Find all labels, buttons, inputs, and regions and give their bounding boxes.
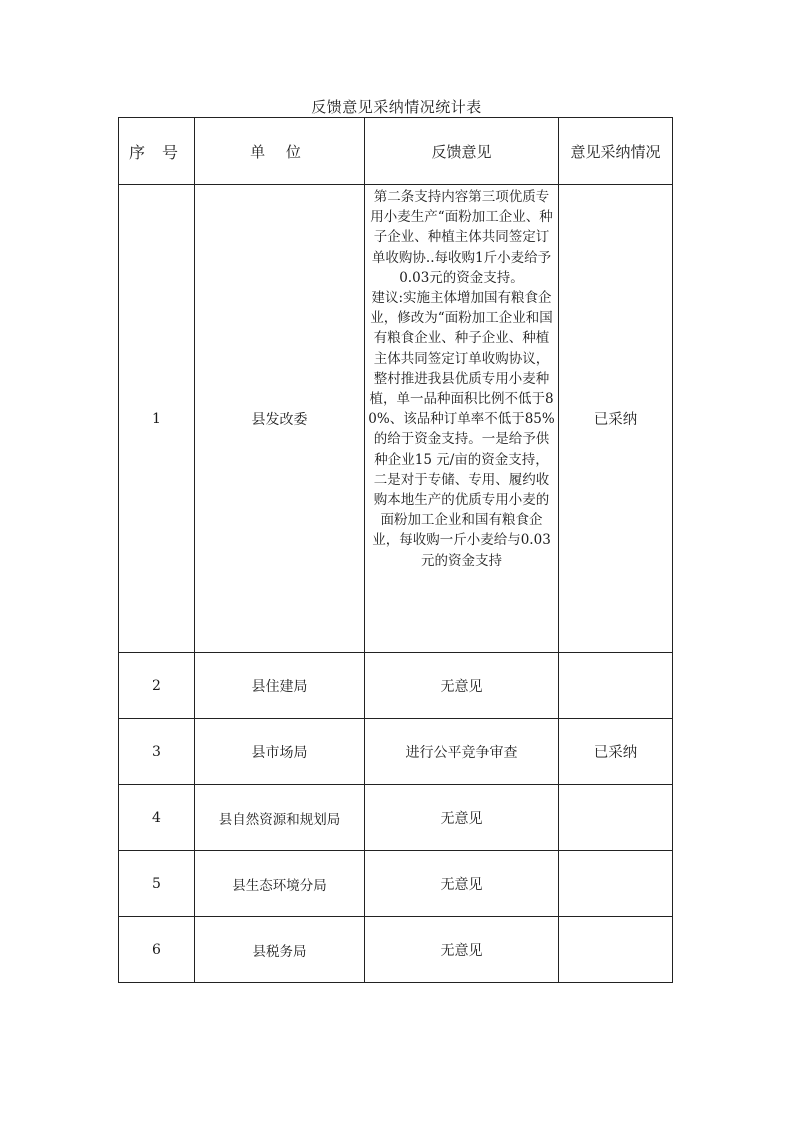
row-seq: 1 xyxy=(119,185,195,653)
table-row xyxy=(119,851,673,917)
row-status: 已采纳 xyxy=(559,719,673,785)
header-status: 意见采纳情况 xyxy=(559,118,673,185)
row-seq: 3 xyxy=(119,719,195,785)
row-unit: 县市场局 xyxy=(195,719,365,785)
row-unit: 县住建局 xyxy=(195,653,365,719)
row-status xyxy=(559,851,673,917)
row-seq: 4 xyxy=(119,785,195,851)
row-unit: 县自然资源和规划局 xyxy=(195,785,365,851)
table-row xyxy=(119,785,673,851)
document-title: 反馈意见采纳情况统计表 xyxy=(311,98,482,116)
row-unit: 县发改委 xyxy=(195,185,365,653)
row-status xyxy=(559,917,673,983)
row-feedback xyxy=(365,185,559,653)
row-unit: 县税务局 xyxy=(195,917,365,983)
row-feedback: 进行公平竞争审查 xyxy=(365,719,559,785)
table-row xyxy=(119,917,673,983)
table-row xyxy=(119,653,673,719)
row-unit: 县生态环境分局 xyxy=(195,851,365,917)
row-seq: 2 xyxy=(119,653,195,719)
row-feedback: 无意见 xyxy=(365,917,559,983)
row-feedback: 无意见 xyxy=(365,851,559,917)
header-unit: 单 位 xyxy=(195,118,365,185)
header-feedback: 反馈意见 xyxy=(365,118,559,185)
row-seq: 5 xyxy=(119,851,195,917)
feedback-clause: 第二条支持内容第三项优质专用小麦生产“面粉加工企业、种子企业、种植主体共同签定订单收购协..每收购1斤小麦给予0.03元的资金支持。 xyxy=(370,189,553,286)
row-status: 已采纳 xyxy=(559,185,673,653)
row-feedback: 无意见 xyxy=(365,653,559,719)
feedback-adoption-table xyxy=(118,117,673,983)
row-status xyxy=(559,785,673,851)
table-row xyxy=(119,719,673,785)
table-row xyxy=(119,185,673,653)
row-status xyxy=(559,653,673,719)
row-feedback: 无意见 xyxy=(365,785,559,851)
row-seq: 6 xyxy=(119,917,195,983)
header-seq: 序 号 xyxy=(119,118,195,185)
feedback-suggestion: 建议:实施主体增加国有粮食企业，修改为“面粉加工企业和国有粮食企业、种子企业、种植主体共同签定订单收购协议，整村推进我县优质专用小麦种植，单一品种面积比例不低于80%、该品种订单率不低于85%的给于资金支持。一是给予供种企业15 元/亩的资金支持，二是对于专储、专用、履约收购本地生产的优质专用小麦的面粉加工企业和国有粮食企业，每收购一斤小麦给与0.03元的资金支持 xyxy=(368,290,555,569)
table-header-row xyxy=(119,118,673,185)
